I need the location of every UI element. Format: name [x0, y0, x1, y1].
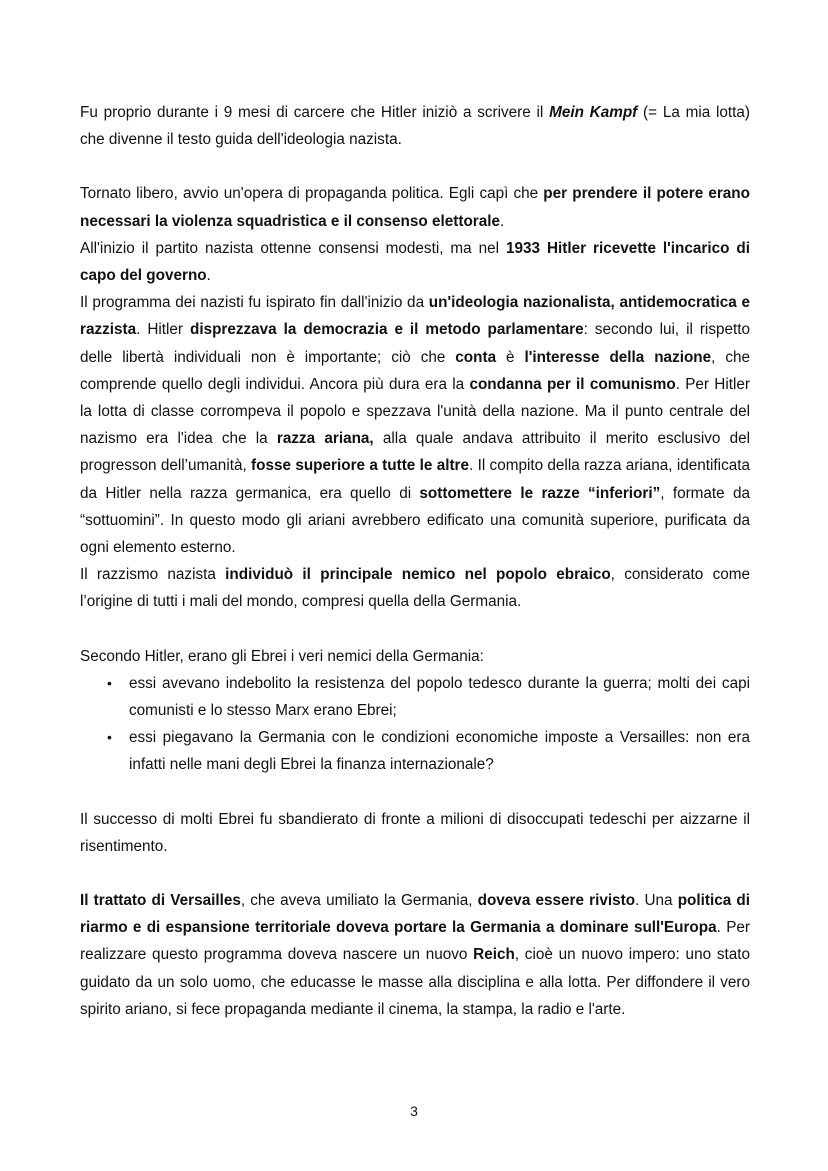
paragraph-razzismo: [80, 561, 750, 615]
text-run: è: [496, 348, 525, 366]
text-run: .: [500, 212, 505, 230]
bullet-list: [80, 670, 750, 779]
text-run: . Una: [635, 892, 678, 910]
bullet-icon: •: [107, 729, 112, 746]
page-number: 3: [410, 1103, 418, 1119]
bold-run: sottomettere le razze “inferiori”: [419, 484, 661, 502]
bold-run: politica di riarmo e di espansione territoriale doveva portare la Germania a dominare sull'Europa: [80, 892, 750, 937]
bold-run: doveva essere rivisto: [477, 892, 636, 910]
list-item-text: essi avevano indebolito la resistenza del popolo tedesco durante la guerra; molti dei capi comunisti e lo stesso Marx erano Ebrei;: [129, 674, 750, 720]
text-run: : secondo lui, il rispetto delle libertà individuali non è importante; ciò che: [80, 321, 750, 366]
document-page: [80, 99, 750, 1023]
paragraph-programma: [80, 289, 750, 561]
list-item: [107, 724, 750, 778]
text-run: . Hitler: [136, 321, 190, 339]
bold-run: disprezzava la democrazia e il metodo parlamentare: [189, 321, 584, 339]
bold-run: per prendere il potere erano necessari la violenza squadristica e il consenso elettorale: [80, 185, 750, 230]
text-run: , formate da “sottuomini”. In questo modo gli ariani avrebbero edificato una comunità superiore, purificata da ogni elemento esterno.: [80, 484, 751, 557]
text-run: alla quale andava attribuito il merito esclusivo del progresson dell’umanità,: [80, 430, 751, 475]
bold-run: Il trattato di Versailles: [80, 892, 241, 910]
text-run: All'inizio il partito nazista ottenne consensi modesti, ma nel: [80, 239, 506, 257]
text-run: . Per realizzare questo programma doveva nascere un nuovo: [80, 919, 750, 964]
text-run: Fu proprio durante i 9 mesi di carcere che Hitler iniziò a scrivere il: [80, 104, 550, 121]
paragraph-versailles: [80, 887, 750, 1023]
paragraph-consensi: [80, 235, 750, 289]
bold-run: condanna per il comunismo: [469, 375, 676, 393]
text-run: Tornato libero, avvio un'opera di propaganda politica. Egli capì che: [80, 185, 544, 203]
paragraph-propaganda: [80, 180, 750, 234]
bold-run: fosse superiore a tutte le altre: [251, 457, 470, 475]
text-run: Il programma dei nazisti fu ispirato fin dall'inizio da: [80, 294, 429, 312]
paragraph-ebrei-intro: Secondo Hitler, erano gli Ebrei i veri nemici della Germania:: [80, 647, 484, 665]
text-run: . Per Hitler la lotta di classe corrompeva il popolo e spezzava l'unità della nazione. Ma il punto centrale del nazismo era l'idea che la: [80, 375, 751, 448]
text-run: , che comprende quello degli individui. Ancora più dura era la: [80, 348, 751, 393]
text-run: (= La mia lotta) che divenne il testo guida dell'ideologia nazista.: [80, 104, 750, 149]
text-run: Il razzismo nazista: [80, 566, 226, 584]
paragraph-mein-kampf: [80, 99, 750, 153]
bullet-icon: •: [107, 674, 112, 691]
bold-run: l'interesse della nazione: [524, 348, 712, 366]
bold-run: conta: [455, 348, 497, 366]
text-run: , considerato come l’origine di tutti i mali del mondo, compresi quella della Germania.: [80, 566, 750, 611]
bold-run: Reich: [473, 946, 515, 964]
text-run: .: [206, 267, 211, 285]
bold-run: individuò il principale nemico nel popolo ebraico: [225, 566, 611, 584]
list-item: [107, 670, 750, 724]
text-run: , cioè un nuovo impero: uno stato guidato da un solo uomo, che educasse le masse alla disciplina e alla lotta. Per diffondere il vero spirito ariano, si fece propaganda mediante il cinema, la stampa, la radio e l'arte.: [80, 946, 750, 1018]
bold-run: razza ariana,: [276, 430, 374, 448]
paragraph-successo: Il successo di molti Ebrei fu sbandierato di fronte a milioni di disoccupati tedeschi per aizzarne il risentimento.: [80, 810, 750, 855]
text-run: , che aveva umiliato la Germania,: [240, 892, 478, 910]
list-item-text: essi piegavano la Germania con le condizioni economiche imposte a Versailles: non era infatti nelle mani degli Ebrei la finanza internazionale?: [129, 729, 750, 774]
bold-run: un'ideologia nazionalista, antidemocratica e razzista: [80, 294, 750, 339]
text-run: . Il compito della razza ariana, identificata da Hitler nella razza germanica, era quello di: [80, 457, 750, 502]
bold-run: 1933 Hitler ricevette l'incarico di capo del governo: [80, 239, 751, 285]
book-title: Mein Kampf: [549, 104, 638, 121]
